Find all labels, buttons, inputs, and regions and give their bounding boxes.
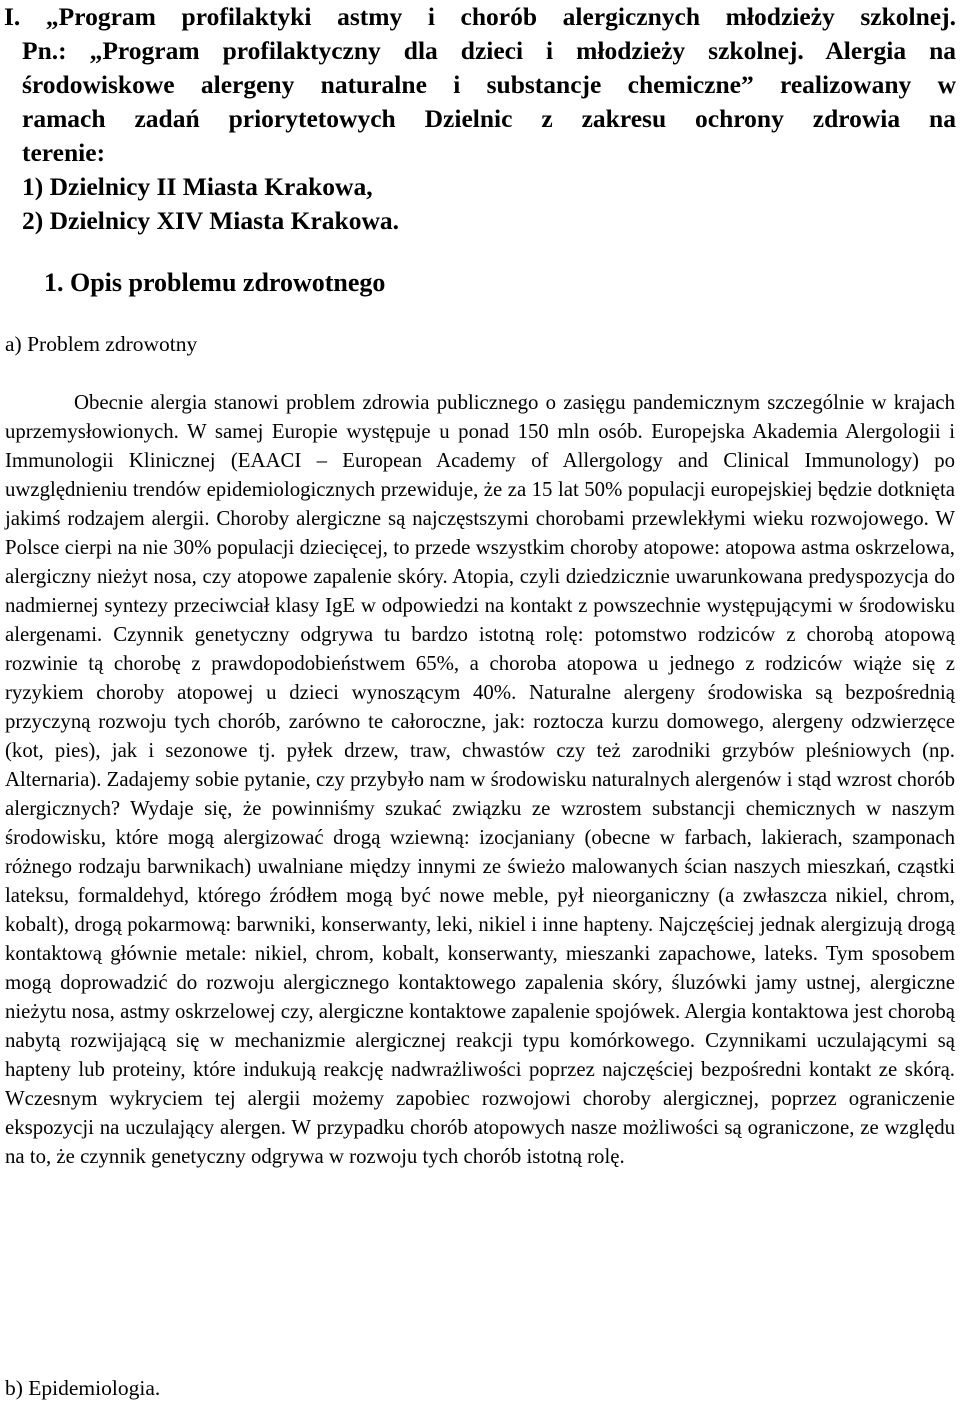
subheading-health-problem: a) Problem zdrowotny <box>5 332 198 356</box>
document-title <box>4 0 956 238</box>
body-paragraph: Obecnie alergia stanowi problem zdrowia publicznego o zasięgu pandemicznym szczególnie w krajach uprzemysłowionych. W samej Europie występuje u ponad 150 mln osób. Europejska Akademia Alergologii i Immunologii Klinicznej (EAACI – European Academy of Allergology and Clinical Immunology) po uwzględnieniu trendów epidemiologicznych przewiduje, że za 15 lat 50% populacji europejskiej będzie dotknięta jakimś rodzajem alergii. Choroby alergiczne są najczęstszymi chorobami przewlekłymi wieku rozwojowego. W Polsce cierpi na nie 30% populacji dziecięcej, to przede wszystkim choroby atopowe: atopowa astma oskrzelowa, alergiczny nieżyt nosa, czy atopowe zapalenie skóry. Atopia, czyli dziedzicznie uwarunkowana predyspozycja do nadmiernej syntezy przeciwciał klasy IgE w odpowiedzi na kontakt z powszechnie występującymi w środowisku alergenami. Czynnik genetyczny odgrywa tu bardzo istotną rolę: potomstwo rodziców z chorobą atopową rozwinie tą chorobę z prawdopodobieństwem 65%, a choroba atopowa u jednego z rodziców wiąże się z ryzykiem choroby atopowej u dzieci wynoszącym 40%. Naturalne alergeny środowiska są bezpośrednią przyczyną rozwoju tych chorób, zarówno te całoroczne, jak: roztocza kurzu domowego, alergeny odzwierzęce (kot, pies), jak i sezonowe tj. pyłek drzew, traw, chwastów czy też zarodniki grzybów pleśniowych (np. Alternaria). Zadajemy sobie pytanie, czy przybyło nam w środowisku naturalnych alergenów i stąd wzrost chorób alergicznych? Wydaje się, że powinniśmy szukać związku ze wzrostem substancji chemicznych w naszym środowisku, które mogą alergizować drogą wziewną: izocjaniany (obecne w farbach, lakierach, szamponach różnego rodzaju barwnikach) uwalniane między innymi ze świeżo malowanych ścian naszych mieszkań, cząstki lateksu, formaldehyd, którego źródłem mogą być nowe meble, pył nieorganiczny (a zwłaszcza nikiel, chrom, kobalt), drogą pokarmową: barwniki, konserwanty, leki, nikiel i inne hapteny. Najczęściej jednak alergizują drogą kontaktową głównie metale: nikiel, chrom, kobalt, konserwanty, mieszanki zapachowe, lateks. Tym sposobem mogą doprowadzić do rozwoju alergicznego kontaktowego zapalenia skóry, śluzówki jamy ustnej, alergiczne nieżytu nosa, astmy oskrzelowej czy, alergiczne kontaktowe zapalenie spojówek. Alergia kontaktowa jest chorobą nabytą rozwijającą się w mechanizmie alergicznej reakcji typu komórkowego. Czynnikami uczulającymi są hapteny lub proteiny, które indukują reakcję nadwrażliwości poprzez najczęściej bezpośredni kontakt ze skórą. Wczesnym wykryciem tej alergii możemy zapobiec rozwojowi choroby alergicznej, poprzez ograniczenie ekspozycji na uczulający alergen. W przypadku chorób atopowych nasze możliwości są ograniczone, ze względu na to, że czynnik genetyczny odgrywa w rozwoju tych chorób istotną rolę. <box>5 391 955 1168</box>
title-line-2: Pn.: „Program profilaktyczny dla dzieci i młodzieży szkolnej. Alergia na <box>22 36 956 65</box>
title-line-6: 1) Dzielnicy II Miasta Krakowa, <box>22 172 373 201</box>
title-line-4: ramach zadań priorytetowych Dzielnic z zakresu ochrony zdrowia na <box>22 104 956 133</box>
title-line-3: środowiskowe alergeny naturalne i substancje chemiczne” realizowany w <box>22 70 956 99</box>
title-line-7: 2) Dzielnicy XIV Miasta Krakowa. <box>22 206 400 235</box>
section-heading: 1. Opis problemu zdrowotnego <box>44 268 386 297</box>
title-line-5: terenie: <box>22 138 106 167</box>
subheading-epidemiology: b) Epidemiologia. <box>5 1376 161 1400</box>
title-line-1: I. „Program profilaktyki astmy i chorób alergicznych młodzieży szkolnej. <box>4 2 956 31</box>
